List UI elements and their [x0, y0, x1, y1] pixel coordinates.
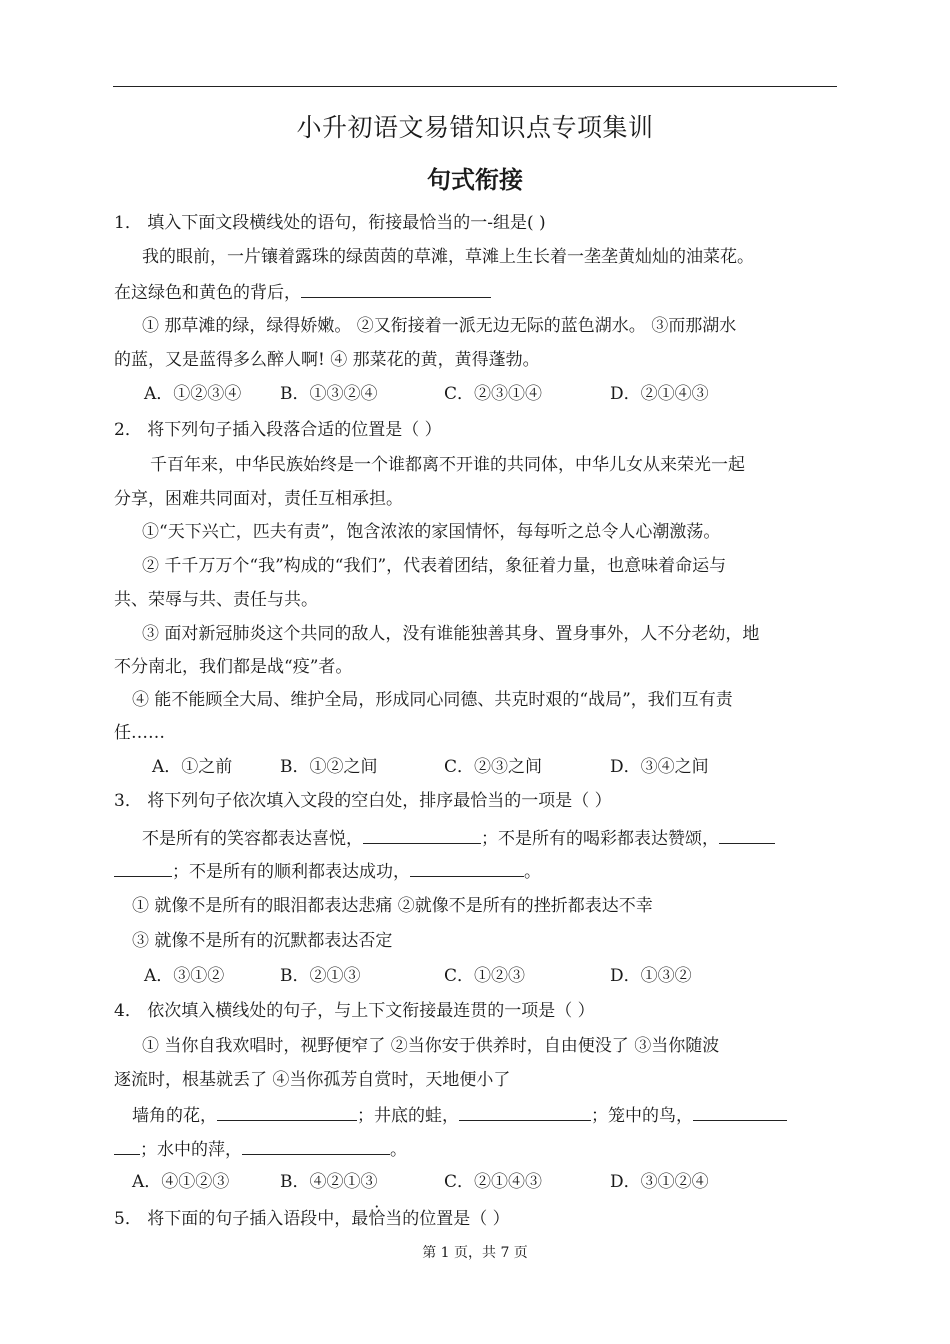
- q4-blank-2: [459, 1103, 591, 1121]
- q2-choice-d: D．③④之间: [610, 757, 709, 777]
- q5-emphasis-mark: 最恰当: [351, 1209, 403, 1229]
- q3-choice-d: D．①③②: [610, 966, 692, 986]
- q4-choice-c: C．②①④③: [444, 1172, 543, 1192]
- q1-stem: 1． 填入下面文段横线处的语句，衔接最恰当的一-组是( ): [114, 213, 546, 233]
- q2-choice-b: B．①②之间: [280, 757, 378, 777]
- q3-blank-1: [363, 826, 481, 844]
- q2-stem: 2． 将下列句子插入段落合适的位置是（ ）: [114, 420, 442, 440]
- q4-choice-d: D．③①②④: [610, 1172, 709, 1192]
- q2-passage-line1: 千百年来，中华民族始终是一个谁都离不开谁的共同体，中华儿女从来荣光一起: [150, 455, 745, 475]
- q2-sentence-3-line1: ③ 面对新冠肺炎这个共同的敌人，没有谁能独善其身、置身事外，人不分老幼，地: [142, 624, 760, 644]
- q4-blank-1: [217, 1103, 357, 1121]
- q4-options-line2: 逐流时，根基就丢了 ④当你孤芳自赏时，天地便小了: [114, 1070, 511, 1090]
- q4-choice-b: B．④②①③: [280, 1172, 378, 1192]
- q2-sentence-2-line2: 共、荣辱与共、责任与共。: [114, 590, 318, 610]
- q4-blank-3a: [693, 1103, 787, 1121]
- q2-sentence-4-line2: 任……: [114, 723, 165, 743]
- q4-options-line1: ① 当你自我欢唱时，视野便窄了 ②当你安于供养时，自由便没了 ③当你随波: [142, 1036, 720, 1056]
- q1-choice-a: A．①②③④: [144, 384, 242, 404]
- q2-sentence-2-line1: ② 千千万万个“我”构成的“我们”，代表着团结，象征着力量，也意味着命运与: [142, 556, 727, 576]
- q2-sentence-1: ①“天下兴亡，匹夫有责”，饱含浓浓的家国情怀，每每听之总令人心潮激荡。: [142, 522, 721, 542]
- q4-blank-4: [242, 1137, 390, 1155]
- q1-answer-blank: [301, 280, 491, 298]
- q1-choice-d: D．②①④③: [610, 384, 709, 404]
- q3-passage-line2: ；不是所有的顺利都表达成功， 。: [114, 859, 541, 884]
- q3-options-line1: ① 就像不是所有的眼泪都表达悲痛 ②就像不是所有的挫折都表达不幸: [132, 896, 653, 916]
- q1-choice-b: B．①③②④: [280, 384, 378, 404]
- q1-choice-c: C．②③①④: [444, 384, 543, 404]
- q2-sentence-4-line1: ④ 能不能顾全大局、维护全局，形成同心同德、共克时艰的“战局”，我们互有责: [132, 690, 733, 710]
- q3-choice-c: C．①②③: [444, 966, 526, 986]
- header-rule: [113, 86, 837, 87]
- q3-blank-2a: [719, 826, 775, 844]
- q2-sentence-3-line2: 不分南北，我们都是战“疫”者。: [114, 657, 353, 677]
- q1-passage-line1: 我的眼前，一片镶着露珠的绿茵茵的草滩，草滩上生长着一垄垄黄灿灿的油菜花。: [142, 247, 754, 267]
- q5-stem: 5． 将下面的句子插入语段中，最恰当的位置是（ ）: [114, 1209, 510, 1229]
- q1-options-line2: 的蓝，又是蓝得多么醉人啊! ④ 那菜花的黄，黄得蓬勃。: [114, 350, 540, 370]
- q4-stem: 4． 依次填入横线处的句子，与上下文衔接最连贯的一项是（ ）: [114, 1001, 595, 1021]
- q2-choice-c: C．②③之间: [444, 757, 543, 777]
- q3-choice-a: A．③①②: [144, 966, 225, 986]
- q3-choice-b: B．②①③: [280, 966, 361, 986]
- q4-choice-a: A．④①②③: [132, 1172, 230, 1192]
- q1-options-line1: ① 那草滩的绿，绿得娇嫩。 ②又衔接着一派无边无际的蓝色湖水。 ③而那湖水: [142, 316, 737, 336]
- q2-passage-line2: 分享，困难共同面对，责任互相承担。: [114, 489, 403, 509]
- q4-blank-3b: [114, 1137, 140, 1155]
- q3-passage-line1: 不是所有的笑容都表达喜悦， ；不是所有的喝彩都表达赞颂，: [142, 826, 775, 851]
- q4-passage-line1: 墙角的花， ；井底的蛙， ；笼中的鸟，: [132, 1103, 787, 1128]
- q3-options-line2: ③ 就像不是所有的沉默都表达否定: [132, 931, 393, 951]
- page-subtitle: 句式衔接: [427, 166, 523, 194]
- q4-passage-line2: ；水中的萍， 。: [114, 1137, 407, 1162]
- q3-stem: 3． 将下列句子依次填入文段的空白处，排序最恰当的一项是（ ）: [114, 791, 612, 811]
- q3-blank-2b: [114, 859, 172, 877]
- q3-blank-3: [410, 859, 524, 877]
- q1-passage-line2: 在这绿色和黄色的背后，: [114, 280, 491, 305]
- page-footer: 第 1 页，共 7 页: [422, 1245, 528, 1261]
- page-title: 小升初语文易错知识点专项集训: [296, 113, 654, 142]
- q2-choice-a: A．①之前: [152, 757, 233, 777]
